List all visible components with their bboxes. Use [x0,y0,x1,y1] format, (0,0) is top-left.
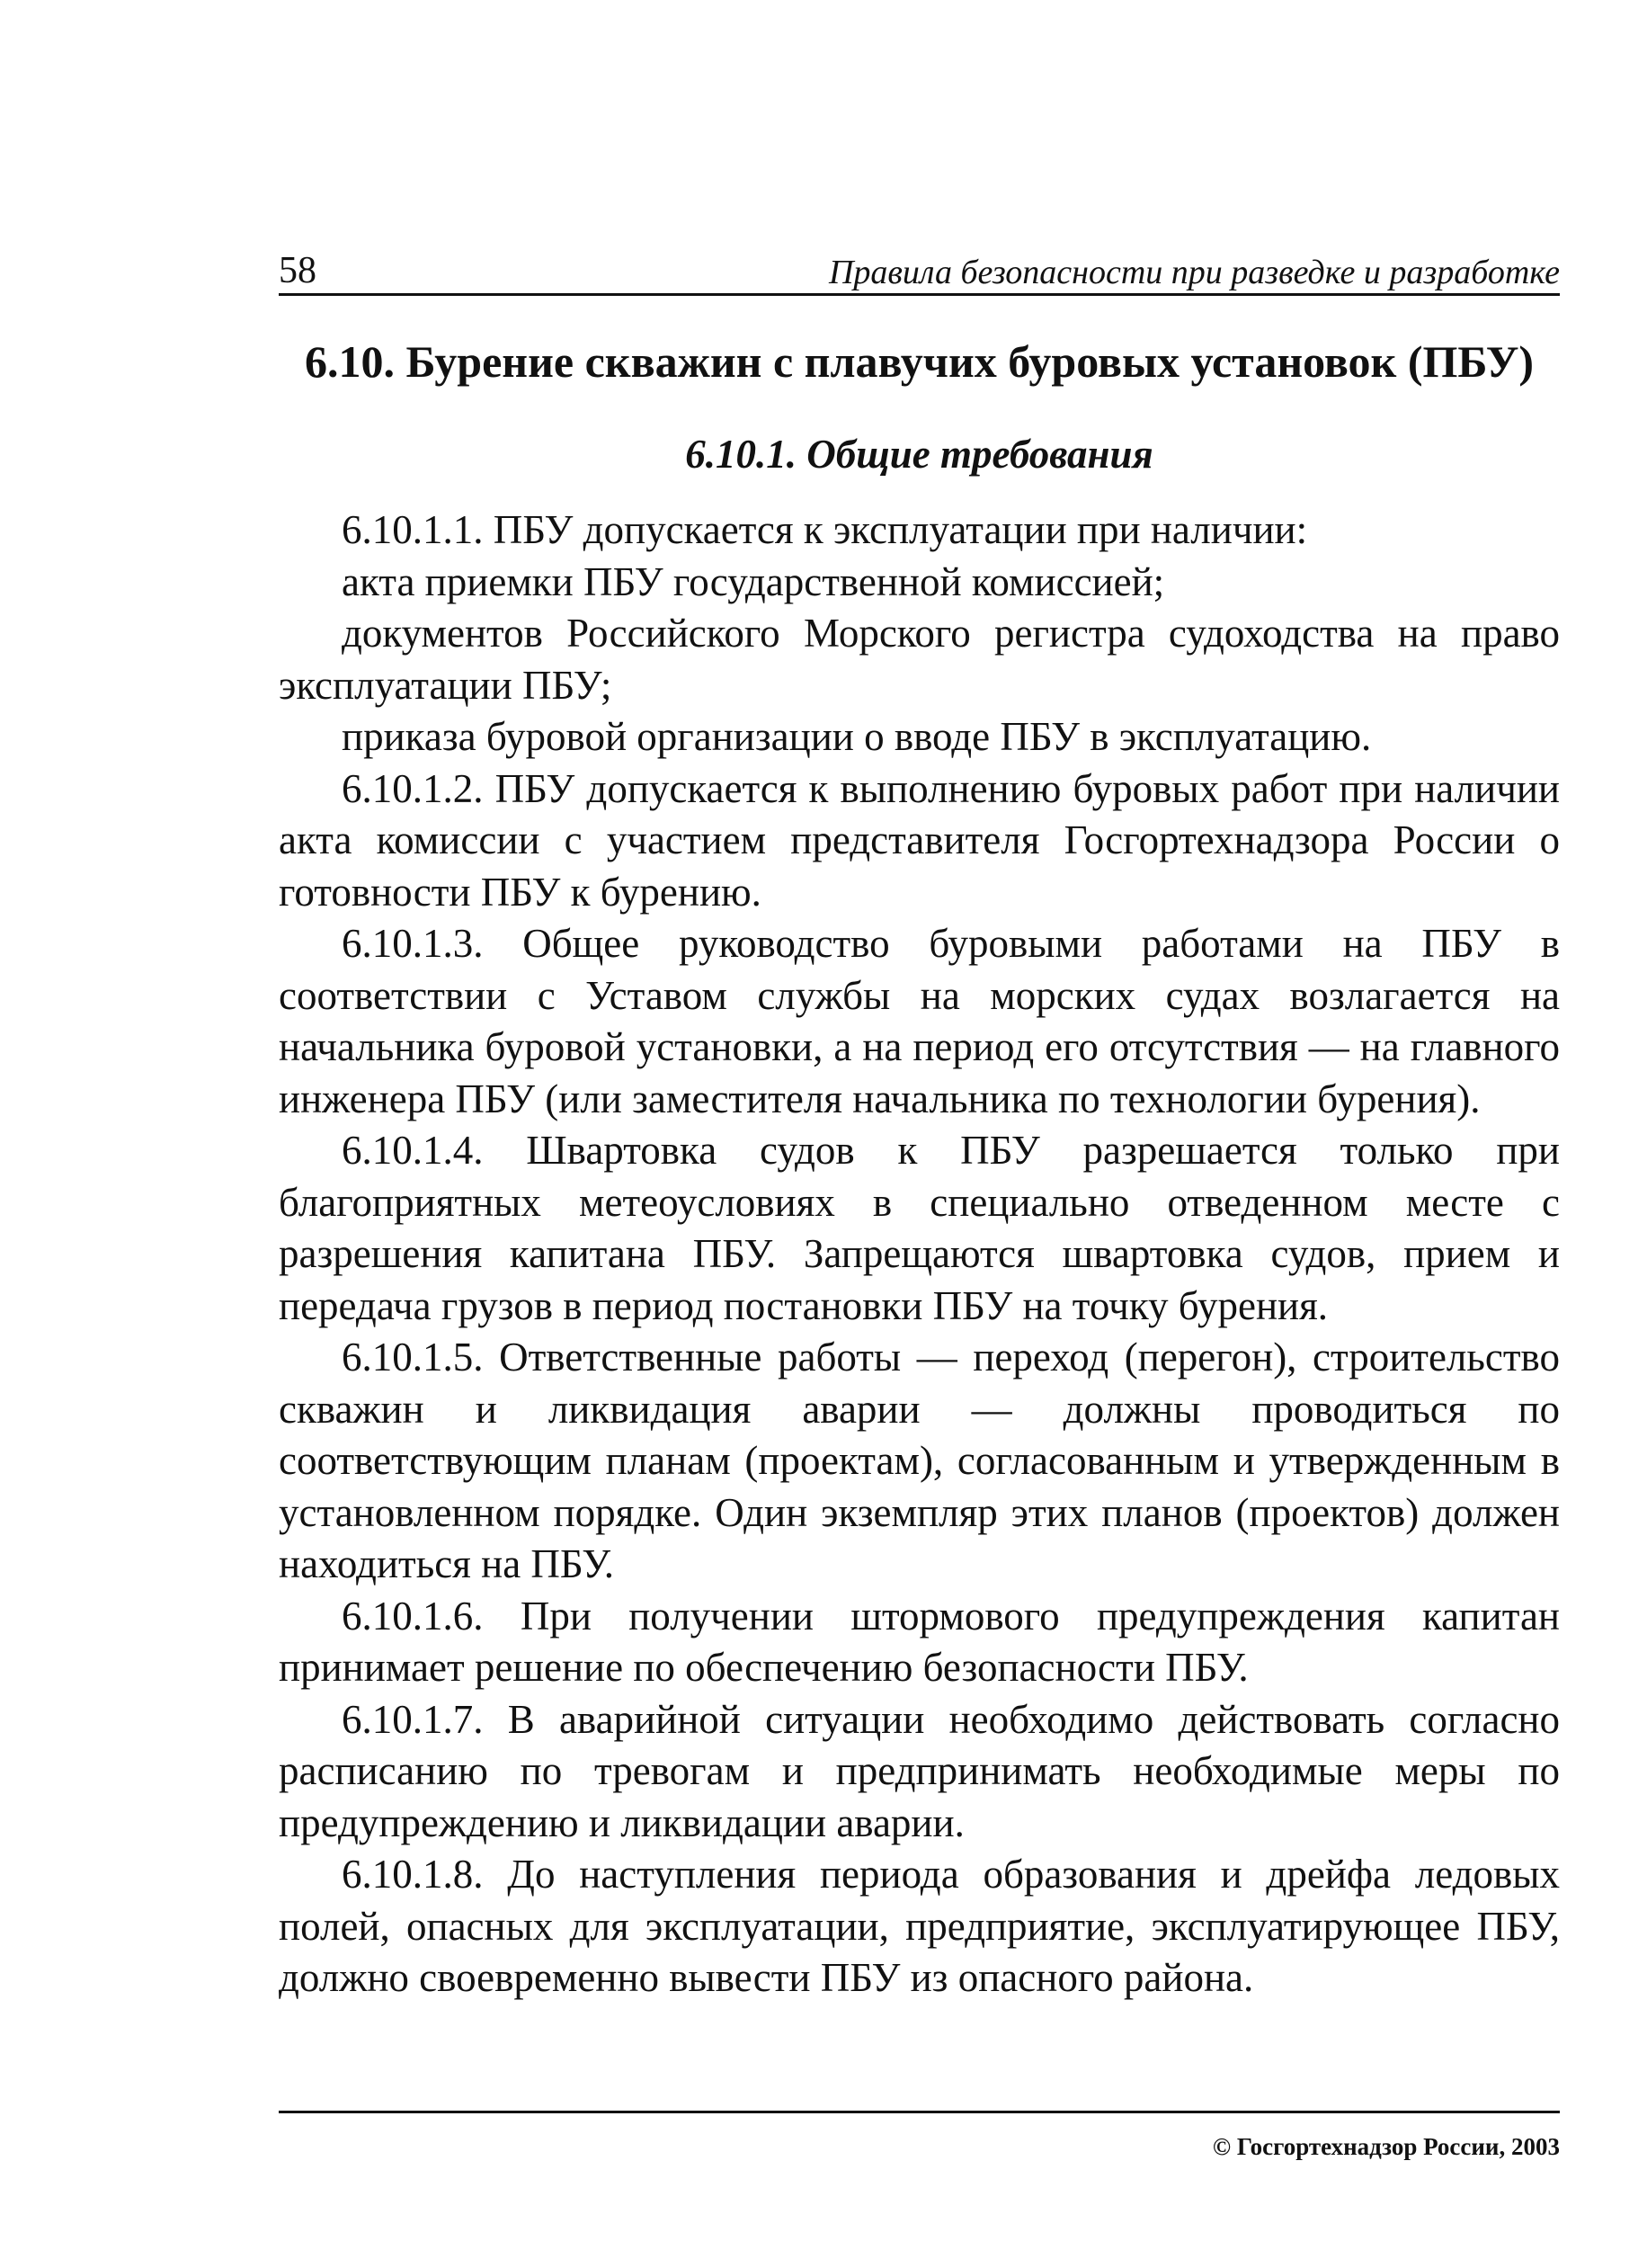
paragraph-6-10-1-4: 6.10.1.4. Швартовка судов к ПБУ разрешается только при благоприятных метеоусловиях в специально отведенном месте с разрешения капитана ПБУ. Запрещаются швартовка судов, прием и передача грузов в период постановки ПБУ на точку бурения. [279,1128,1560,1328]
paragraph-6-10-1-7: 6.10.1.7. В аварийной ситуации необходимо действовать согласно расписанию по тревогам и предпринимать необходимые меры по предупреждению и ликвидации аварии. [279,1696,1560,1845]
paragraph-list-item: приказа буровой организации о вводе ПБУ в эксплуатацию. [342,714,1372,759]
section-title: 6.10. Бурение скважин с плавучих буровых установок (ПБУ) [304,336,1535,387]
running-header [279,252,1560,296]
paragraph-6-10-1-3: 6.10.1.3. Общее руководство буровыми работами на ПБУ в соответствии с Уставом службы на морских судах возлагается на начальника буровой установки, а на период его отсутствия — на главного инженера ПБУ (или заместителя начальника по технологии бурения). [279,921,1560,1121]
copyright-notice: © Госгортехнадзор России, 2003 [1212,2133,1560,2160]
body-text [279,504,1560,2005]
paragraph-6-10-1-5: 6.10.1.5. Ответственные работы — переход (перегон), строительство скважин и ликвидация аварии — должны проводиться по соответствующим планам (проектам), согласованным и утвержденным в установленном порядке. Один экземпляр этих планов (проектов) должен находиться на ПБУ. [279,1335,1560,1586]
paragraph-6-10-1-6: 6.10.1.6. При получении штормового предупреждения капитан принимает решение по обеспечению безопасности ПБУ. [279,1593,1560,1690]
running-title: Правила безопасности при разведке и разработке [828,254,1560,291]
paragraph-6-10-1-1: 6.10.1.1. ПБУ допускается к эксплуатации при наличии: [342,507,1308,552]
paragraph-6-10-1-8: 6.10.1.8. До наступления периода образования и дрейфа ледовых полей, опасных для эксплуатации, предприятие, эксплуатирующее ПБУ, должно своевременно вывести ПБУ из опасного района. [279,1852,1560,2000]
paragraph-list-item: акта приемки ПБУ государственной комиссией; [342,558,1165,604]
subsection-title: 6.10.1. Общие требования [685,432,1153,477]
page-number: 58 [279,250,316,291]
paragraph-6-10-1-2: 6.10.1.2. ПБУ допускается к выполнению буровых работ при наличии акта комиссии с участием представителя Госгортехнадзора России о готовности ПБУ к бурению. [279,765,1560,915]
page-footer [279,2111,1560,2162]
document-page [279,252,1560,2005]
paragraph-list-item: документов Российского Морского регистра судоходства на право эксплуатации ПБУ; [279,611,1560,708]
